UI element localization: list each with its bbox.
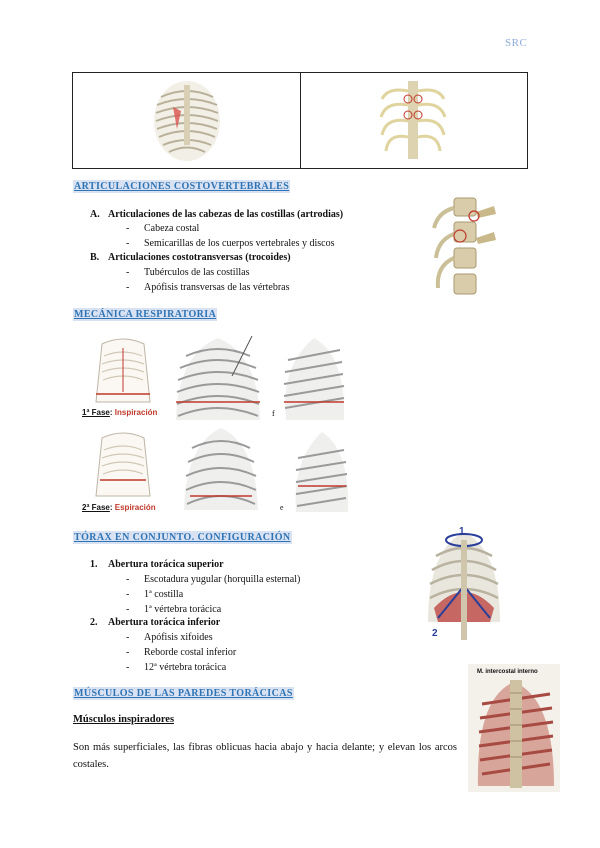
fig-num-1: 1 xyxy=(459,526,465,537)
header-src: SRC xyxy=(505,37,528,49)
fig-letter-e: e xyxy=(280,503,284,512)
list-item: - Semicarillas de los cuerpos vertebrales y discos xyxy=(126,238,335,249)
list-item: - Tubérculos de las costillas xyxy=(126,267,250,278)
fig-num-2: 2 xyxy=(432,628,438,639)
top-image-table xyxy=(72,72,528,169)
fase-2-label: 2ª Fase: Espiración xyxy=(82,503,156,512)
section-heading-torax: TÓRAX EN CONJUNTO. CONFIGURACIÓN xyxy=(74,532,291,543)
list-item-a: A. Articulaciones de las cabezas de las costillas (artrodias) xyxy=(90,209,344,220)
costovertebral-joint-image xyxy=(378,79,448,161)
list-item: - Apófisis transversas de las vértebras xyxy=(126,282,290,293)
list-item: - 1ª vértebra torácica xyxy=(126,604,222,615)
sublist-2 xyxy=(126,630,236,675)
list-item: - Reborde costal inferior xyxy=(126,647,237,658)
list-item: - 12ª vértebra torácica xyxy=(126,662,227,673)
paragraph-inspiradores: Son más superficiales, las fibras oblicuas hacia abajo y hacia delante; y elevan los arcos costales. xyxy=(73,742,457,770)
ribcage-front-image xyxy=(151,77,223,165)
expiration-ribcage-side-image xyxy=(290,430,352,514)
list-item-b: B. Articulaciones costotransversas (trocoides) xyxy=(90,252,291,263)
intercostal-image-frame xyxy=(468,664,560,792)
section-heading-musculos: MÚSCULOS DE LAS PAREDES TORÁCICAS xyxy=(74,688,293,699)
list-item: - Apófisis xifoides xyxy=(126,632,213,643)
sublist-b xyxy=(126,265,290,295)
vertebra-rib-image xyxy=(430,192,502,298)
list-item: - Cabeza costal xyxy=(126,223,200,234)
intercostal-figure-label: M. intercostal interno xyxy=(477,669,538,675)
inspiration-ribcage-front-image xyxy=(172,336,264,422)
sublist-a xyxy=(126,221,335,251)
fase-1-label: 1ª Fase: Inspiración xyxy=(82,408,158,417)
expiration-body-image xyxy=(84,430,162,498)
list-item-2: 2. Abertura torácica inferior xyxy=(90,617,221,628)
table-divider xyxy=(300,73,301,168)
list-item: - Escotadura yugular (horquilla esternal) xyxy=(126,574,301,585)
fig-letter-f: f xyxy=(272,409,275,418)
list-item: - 1ª costilla xyxy=(126,589,184,600)
section-heading-mecanica: MECÁNICA RESPIRATORIA xyxy=(74,309,217,320)
subheading-inspiradores: Músculos inspiradores xyxy=(73,714,175,725)
inspiration-ribcage-side-image xyxy=(278,336,348,422)
intercostal-muscle-image xyxy=(474,678,556,790)
list-item-1: 1. Abertura torácica superior xyxy=(90,559,224,570)
section-heading-costovertebrales: ARTICULACIONES COSTOVERTEBRALES xyxy=(74,181,290,192)
sublist-1 xyxy=(126,572,300,617)
expiration-ribcage-front-image xyxy=(180,426,262,512)
thorax-apertures-image xyxy=(424,526,504,644)
inspiration-body-image xyxy=(84,336,162,404)
